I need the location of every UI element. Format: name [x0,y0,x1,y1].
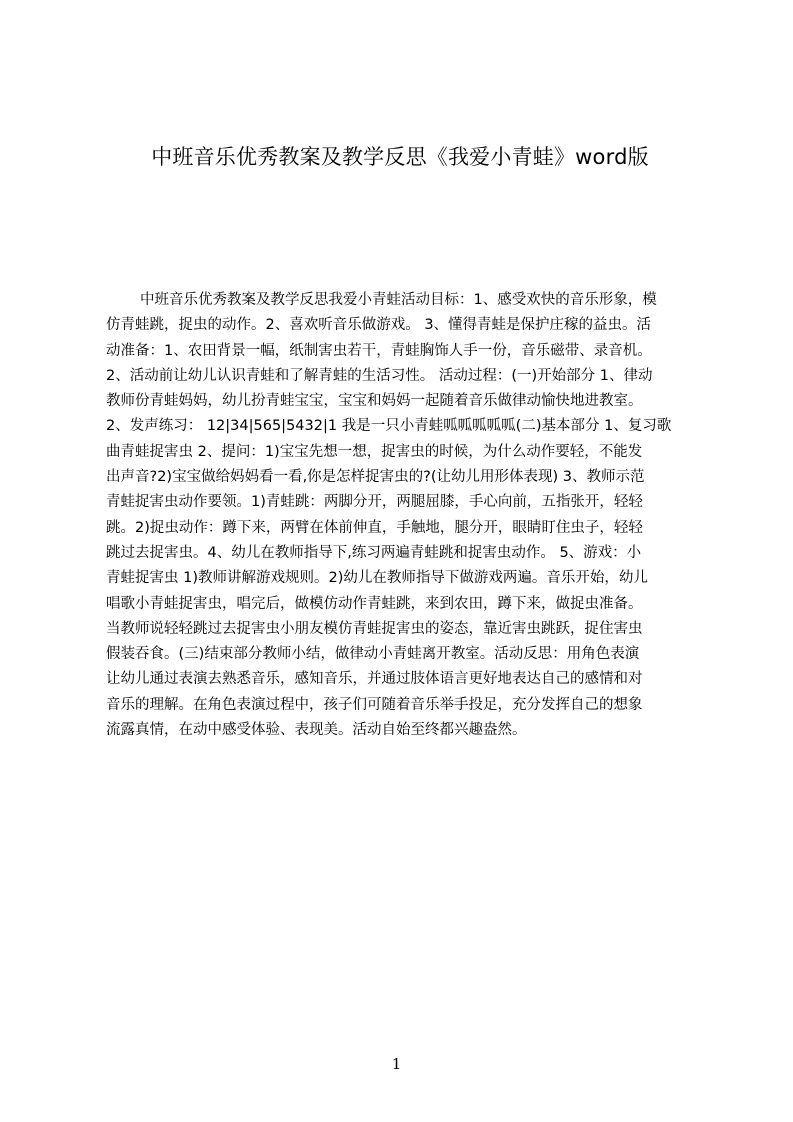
document-title: 中班音乐优秀教案及教学反思《我爱小青蛙》word版 [151,145,649,169]
body-line: 2、活动前让幼儿认识青蛙和了解青蛙的生活习性。 活动过程：(一)开始部分 1、律动 [106,367,653,384]
body-line: 动准备：1、农田背景一幅，纸制害虫若干，青蛙胸饰人手一份，音乐磁带、录音机。 [106,342,652,359]
body-line: 假装吞食。(三)结束部分教师小结，做律动小青蛙离开教室。活动反思：用角色表演 [106,646,640,663]
page-number: 1 [391,1055,402,1073]
body-line: 唱歌小青蛙捉害虫，唱完后，做模仿动作青蛙跳，来到农田，蹲下来，做捉虫准备。 [106,595,643,612]
body-line: 跳过去捉害虫。4、幼儿在教师指导下,练习两遍青蛙跳和捉害虫动作。 5、游戏：小 [106,544,642,561]
body-line: 青蛙捉害虫 1)教师讲解游戏规则。2)幼儿在教师指导下做游戏两遍。音乐开始，幼儿 [106,570,648,587]
body-line: 让幼儿通过表演去熟悉音乐，感知音乐，并通过肢体语言更好地表达自己的感情和对 [106,671,643,688]
body-line: 2、发声练习： 12|34|565|5432|1 我是一只小青蛙呱呱呱呱呱(二)基本部分 1、复习歌 [106,418,672,435]
body-line: 出声音?2)宝宝做给妈妈看一看,你是怎样捉害虫的?(让幼儿用形体表现) 3、教师示范 [106,469,645,486]
body-line: 中班音乐优秀教案及教学反思我爱小青蛙活动目标：1、感受欢快的音乐形象，模 [140,292,657,308]
body-line: 教师份青蛙妈妈，幼儿扮青蛙宝宝，宝宝和妈妈一起随着音乐做律动愉快地进教室。 [106,393,643,410]
document-body [106,288,710,743]
body-line: 音乐的理解。在角色表演过程中，孩子们可随着音乐举手投足，充分发挥自己的想象 [106,696,643,713]
body-line: 流露真情，在动中感受体验、表现美。活动自始至终都兴趣盎然。 [106,722,527,739]
body-line: 当教师说轻轻跳过去捉害虫小朋友模仿青蛙捉害虫的姿态，靠近害虫跳跃，捉住害虫 [106,620,643,637]
body-line: 青蛙捉害虫动作要领。1)青蛙跳：两脚分开，两腿屈膝，手心向前，五指张开，轻轻 [106,494,643,511]
body-line: 仿青蛙跳，捉虫的动作。2、喜欢听音乐做游戏。 3、懂得青蛙是保护庄稼的益虫。活 [106,317,652,334]
body-line: 跳。2)捉虫动作：蹲下来，两臂在体前伸直，手触地，腿分开，眼睛盯住虫子，轻轻 [106,519,643,536]
body-line: 曲青蛙捉害虫 2、提问：1)宝宝先想一想，捉害虫的时候，为什么动作要轻，不能发 [106,443,643,460]
